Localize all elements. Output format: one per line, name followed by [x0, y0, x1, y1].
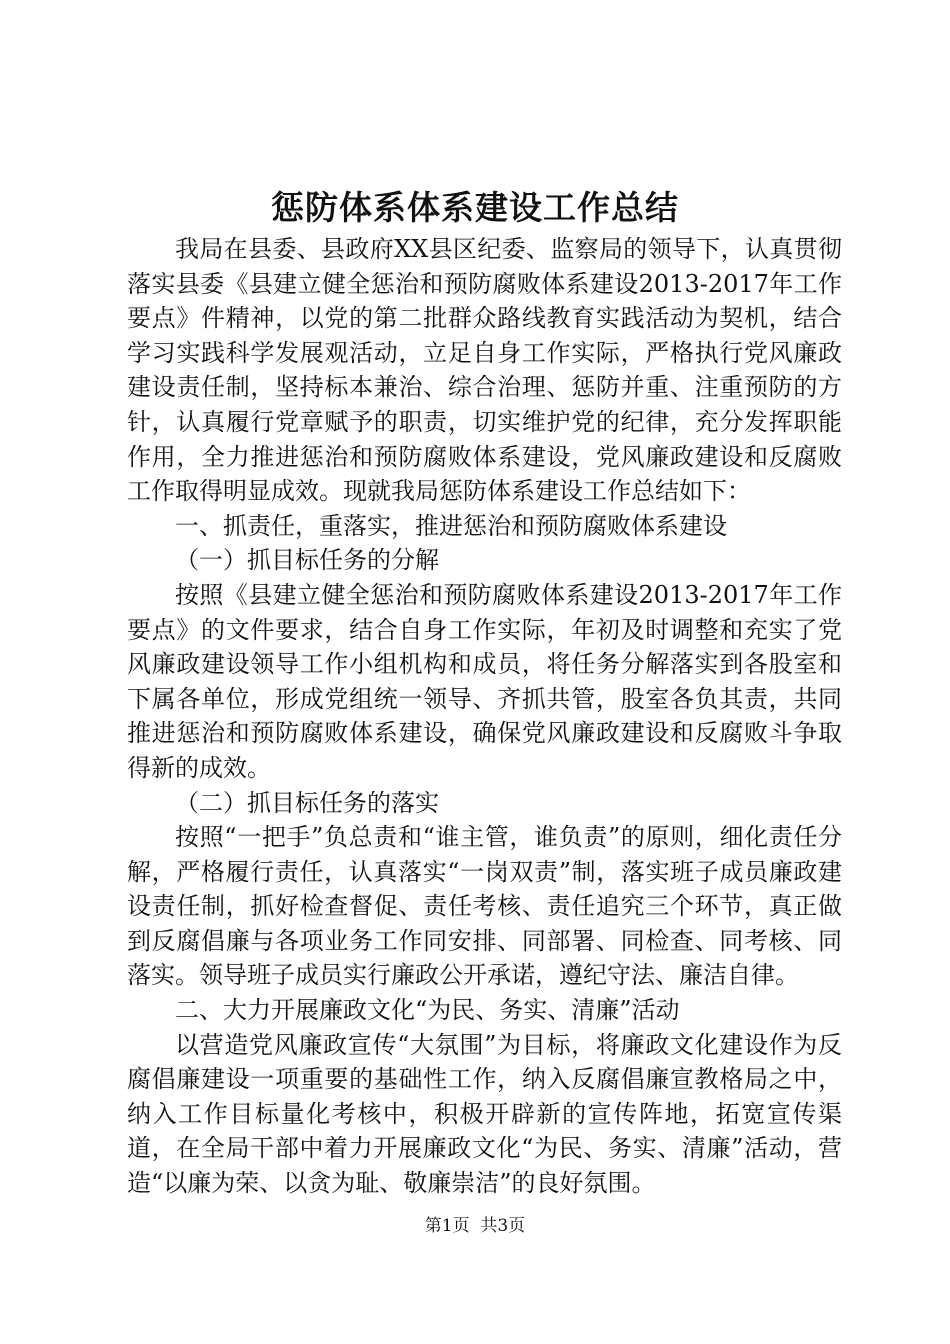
document-title: 惩防体系体系建设工作总结: [271, 188, 679, 227]
section-heading-1: 一、抓责任，重落实，推进惩治和预防腐败体系建设: [175, 511, 727, 540]
subsection-heading-1: （一）抓目标任务的分解: [175, 546, 439, 575]
section-heading-2: 二、大力开展廉政文化“为民、务实、清廉”活动: [175, 996, 680, 1025]
subsection-heading-2: （二）抓目标任务的落实: [175, 788, 439, 817]
intro-paragraph: 我局在县委、县政府XX县区纪委、监察局的领导下，认真贯彻落实县委《县建立健全惩治和预防腐败体系建设2013-2017年工作要点》件精神，以党的第二批群众路线教育实践活动为契机，结合学习实践科学发展观活动，立足自身工作实际，严格执行党风廉政建设责任制，坚持标本兼治、综合治理、惩防并重、注重预防的方针，认真履行党章赋予的职责，切实维护党的纪律，充分发挥职能作用，全力推进惩治和预防腐败体系建设，党风廉政建设和反腐败工作取得明显成效。现就我局惩防体系建设工作总结如下：: [127, 235, 842, 506]
document-body: [127, 232, 842, 1201]
page-number-label: 第1页 共3页: [424, 1216, 526, 1236]
body-paragraph: 以营造党风廉政宣传“大氛围”为目标，将廉政文化建设作为反腐倡廉建设一项重要的基础性工作，纳入反腐倡廉宣教格局之中，纳入工作目标量化考核中，积极开辟新的宣传阵地，拓宽宣传渠道，在全局干部中着力开展廉政文化“为民、务实、清廉”活动，营造“以廉为荣、以贪为耻、敬廉崇洁”的良好氛围。: [127, 1030, 842, 1198]
body-paragraph: 按照《县建立健全惩治和预防腐败体系建设2013-2017年工作要点》的文件要求，结合自身工作实际，年初及时调整和充实了党风廉政建设领导工作小组机构和成员，将任务分解落实到各股室和下属各单位，形成党组统一领导、齐抓共管，股室各负其责，共同推进惩治和预防腐败体系建设，确保党风廉政建设和反腐败斗争取得新的成效。: [127, 580, 842, 782]
page-footer: [0, 1214, 950, 1238]
body-paragraph: 按照“一把手”负总责和“谁主管，谁负责”的原则，细化责任分解，严格履行责任，认真落实“一岗双责”制，落实班子成员廉政建设责任制，抓好检查督促、责任考核、责任追究三个环节，真正做到反腐倡廉与各项业务工作同安排、同部署、同检查、同考核、同落实。领导班子成员实行廉政公开承诺，遵纪守法、廉洁自律。: [127, 823, 842, 990]
